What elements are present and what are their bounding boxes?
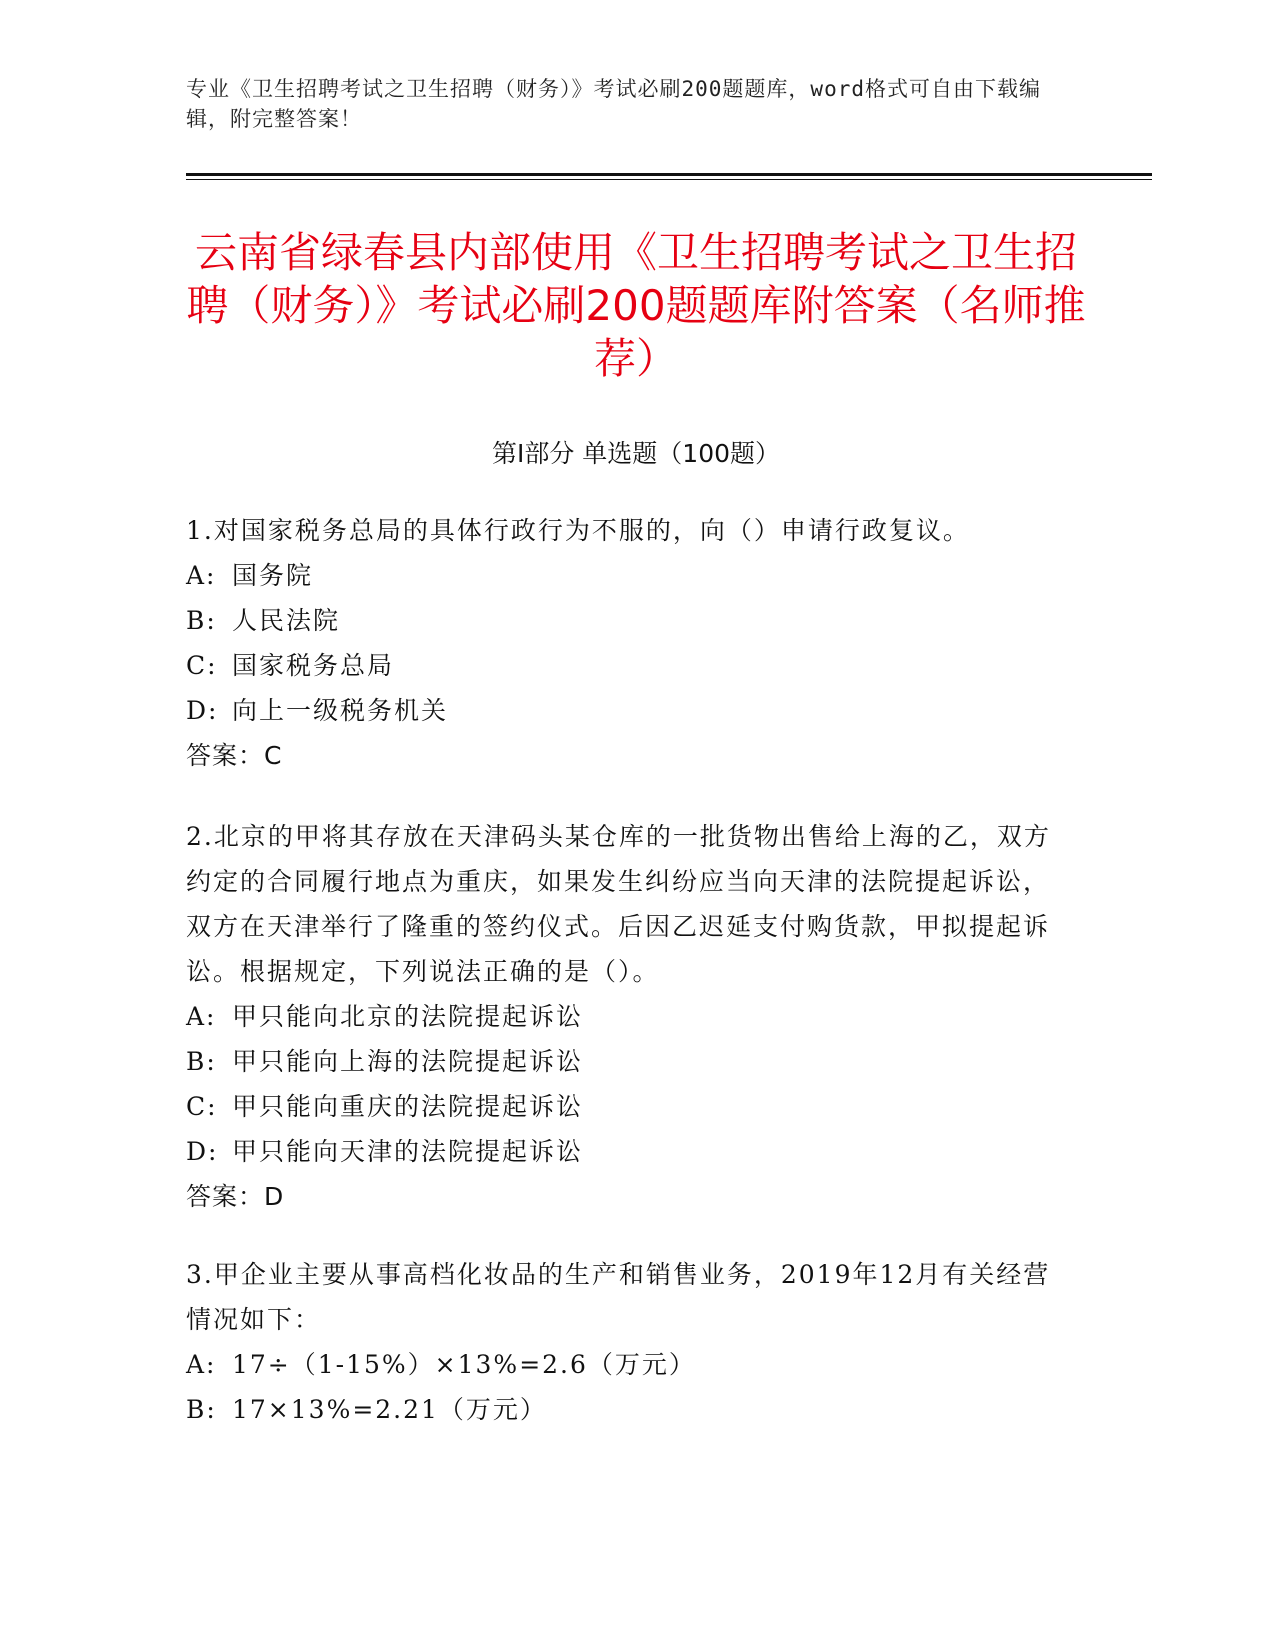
question-stem: 2.北京的甲将其存放在天津码头某仓库的一批货物出售给上海的乙，双方约定的合同履行地点为重庆，如果发生纠纷应当向天津的法院提起诉讼，双方在天津举行了隆重的签约仪式。后因乙迟延支付购货款，甲拟提起诉讼。根据规定，下列说法正确的是（）。 [186,822,1051,986]
option-c [186,643,1066,688]
option-letter: C: [186,1092,218,1121]
option-text: 国务院 [232,561,314,590]
option-letter: B: [186,1047,217,1076]
question-stem: 3.甲企业主要从事高档化妆品的生产和销售业务，2019年12月有关经营情况如下： [186,1260,1051,1334]
option-letter: B: [186,1395,217,1424]
option-d [186,1129,1066,1174]
option-text: 甲只能向上海的法院提起诉讼 [232,1047,584,1076]
option-text: 人民法院 [232,606,341,635]
option-text: 17÷（1-15%）×13%=2.6（万元） [232,1350,696,1379]
option-b [186,1039,1066,1084]
answer-label: 答案：C [186,741,283,770]
question-stem: 1.对国家税务总局的具体行政行为不服的，向（）申请行政复议。 [186,516,970,545]
option-c [186,1084,1066,1129]
question-2 [186,814,1066,1219]
option-text: 17×13%=2.21（万元） [232,1395,547,1424]
header-divider-thick [186,173,1152,176]
document-title: 云南省绿春县内部使用《卫生招聘考试之卫生招聘（财务）》考试必刷200题题库附答案（名师推荐） [186,228,1086,383]
question-3 [186,1252,1066,1432]
answer-label: 答案：D [186,1182,285,1211]
option-a [186,553,1066,598]
option-a [186,994,1066,1039]
option-text: 国家税务总局 [232,651,395,680]
option-d [186,688,1066,733]
option-letter: A: [186,1002,217,1031]
option-text: 甲只能向天津的法院提起诉讼 [232,1137,584,1166]
option-text: 向上一级税务机关 [232,696,449,725]
header-note: 专业《卫生招聘考试之卫生招聘（财务）》考试必刷200题题库，word格式可自由下载编辑，附完整答案！ [186,77,1041,131]
header-divider-thin [186,179,1152,180]
option-letter: A: [186,561,217,590]
option-letter: C: [186,651,218,680]
option-text: 甲只能向北京的法院提起诉讼 [232,1002,584,1031]
option-letter: A: [186,1350,217,1379]
option-letter: B: [186,606,217,635]
section-title: 第Ⅰ部分 单选题（100题） [491,439,781,468]
option-a [186,1342,1066,1387]
option-b [186,1387,1066,1432]
option-letter: D: [186,696,219,725]
option-text: 甲只能向重庆的法院提起诉讼 [232,1092,584,1121]
option-b [186,598,1066,643]
option-letter: D: [186,1137,219,1166]
question-1 [186,508,1066,778]
